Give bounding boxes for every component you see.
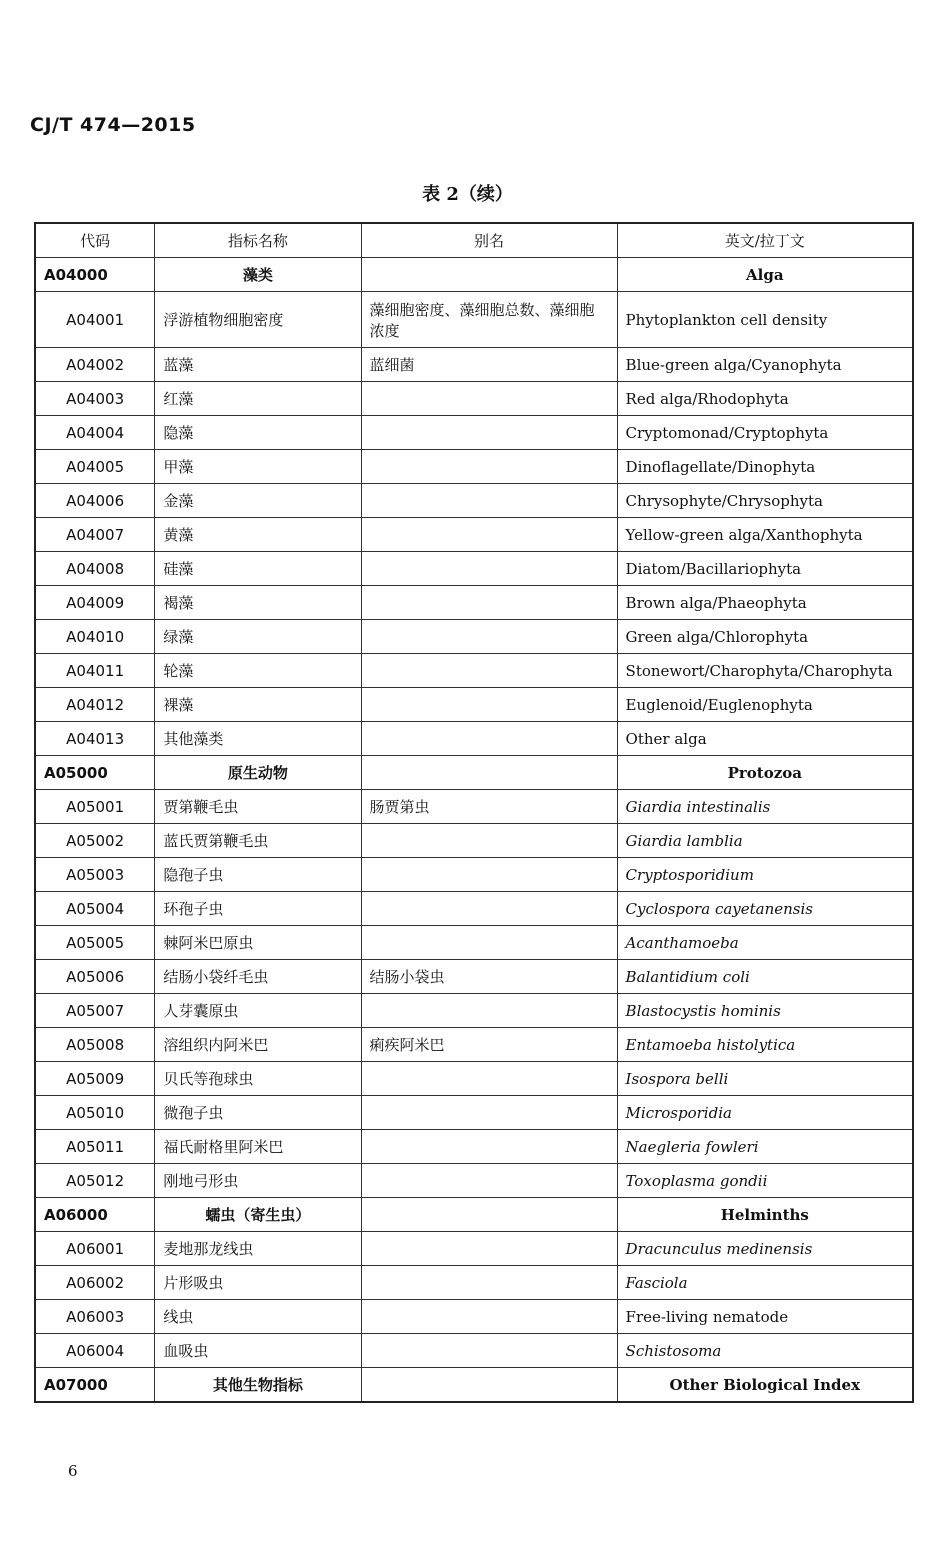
name-cell: 金藻 (155, 484, 361, 518)
code-cell: A06000 (35, 1198, 155, 1232)
code-cell: A04005 (35, 450, 155, 484)
table-row (35, 654, 913, 688)
alias-cell (361, 722, 617, 756)
name-cell: 甲藻 (155, 450, 361, 484)
table-group-row (35, 1368, 913, 1403)
table-row (35, 292, 913, 348)
page-number: 6 (68, 1462, 78, 1480)
name-cell: 刚地弓形虫 (155, 1164, 361, 1198)
name-cell: 血吸虫 (155, 1334, 361, 1368)
table-body (35, 258, 913, 1403)
code-cell: A05000 (35, 756, 155, 790)
alias-cell (361, 994, 617, 1028)
latin-cell: Giardia intestinalis (617, 790, 913, 824)
latin-cell: Green alga/Chlorophyta (617, 620, 913, 654)
name-cell: 蠕虫（寄生虫） (155, 1198, 361, 1232)
latin-cell: Protozoa (617, 756, 913, 790)
latin-cell: Other Biological Index (617, 1368, 913, 1403)
latin-cell: Red alga/Rhodophyta (617, 382, 913, 416)
alias-cell (361, 484, 617, 518)
alias-cell (361, 1096, 617, 1130)
column-header-code: 代码 (35, 223, 155, 258)
column-header-latin: 英文/拉丁文 (617, 223, 913, 258)
code-cell: A06004 (35, 1334, 155, 1368)
name-cell: 线虫 (155, 1300, 361, 1334)
table-row (35, 688, 913, 722)
latin-cell: Cryptosporidium (617, 858, 913, 892)
code-cell: A05012 (35, 1164, 155, 1198)
code-cell: A04004 (35, 416, 155, 450)
name-cell: 黄藻 (155, 518, 361, 552)
latin-cell: Schistosoma (617, 1334, 913, 1368)
latin-cell: Phytoplankton cell density (617, 292, 913, 348)
table-row (35, 1096, 913, 1130)
table-row (35, 790, 913, 824)
name-cell: 福氏耐格里阿米巴 (155, 1130, 361, 1164)
name-cell: 溶组织内阿米巴 (155, 1028, 361, 1062)
column-header-name: 指标名称 (155, 223, 361, 258)
latin-cell: Helminths (617, 1198, 913, 1232)
table-row (35, 586, 913, 620)
name-cell: 其他生物指标 (155, 1368, 361, 1403)
code-cell: A05003 (35, 858, 155, 892)
alias-cell (361, 1232, 617, 1266)
table-row (35, 824, 913, 858)
code-cell: A05005 (35, 926, 155, 960)
latin-cell: Stonewort/Charophyta/Charophyta (617, 654, 913, 688)
latin-cell: Yellow-green alga/Xanthophyta (617, 518, 913, 552)
alias-cell: 藻细胞密度、藻细胞总数、藻细胞浓度 (361, 292, 617, 348)
table-row (35, 382, 913, 416)
latin-cell: Blue-green alga/Cyanophyta (617, 348, 913, 382)
name-cell: 麦地那龙线虫 (155, 1232, 361, 1266)
code-cell: A04000 (35, 258, 155, 292)
latin-cell: Microsporidia (617, 1096, 913, 1130)
indicator-code-table (34, 222, 914, 1403)
table-row (35, 892, 913, 926)
alias-cell (361, 824, 617, 858)
alias-cell (361, 1334, 617, 1368)
code-cell: A04011 (35, 654, 155, 688)
name-cell: 贾第鞭毛虫 (155, 790, 361, 824)
code-cell: A05006 (35, 960, 155, 994)
code-cell: A04006 (35, 484, 155, 518)
table-row (35, 926, 913, 960)
table-row (35, 960, 913, 994)
latin-cell: Giardia lamblia (617, 824, 913, 858)
code-cell: A04002 (35, 348, 155, 382)
code-cell: A05009 (35, 1062, 155, 1096)
latin-cell: Alga (617, 258, 913, 292)
table-row (35, 552, 913, 586)
name-cell: 其他藻类 (155, 722, 361, 756)
alias-cell: 痢疾阿米巴 (361, 1028, 617, 1062)
latin-cell: Toxoplasma gondii (617, 1164, 913, 1198)
alias-cell (361, 258, 617, 292)
code-cell: A05011 (35, 1130, 155, 1164)
code-cell: A05001 (35, 790, 155, 824)
table-row (35, 994, 913, 1028)
alias-cell (361, 416, 617, 450)
name-cell: 红藻 (155, 382, 361, 416)
code-cell: A04003 (35, 382, 155, 416)
latin-cell: Cryptomonad/Cryptophyta (617, 416, 913, 450)
latin-cell: Euglenoid/Euglenophyta (617, 688, 913, 722)
table-row (35, 416, 913, 450)
alias-cell (361, 1130, 617, 1164)
alias-cell (361, 450, 617, 484)
table-row (35, 1062, 913, 1096)
alias-cell: 肠贾第虫 (361, 790, 617, 824)
name-cell: 人芽囊原虫 (155, 994, 361, 1028)
name-cell: 环孢子虫 (155, 892, 361, 926)
code-cell: A05004 (35, 892, 155, 926)
table-row (35, 722, 913, 756)
alias-cell (361, 586, 617, 620)
alias-cell (361, 1266, 617, 1300)
table-row (35, 1028, 913, 1062)
alias-cell (361, 518, 617, 552)
table-row (35, 620, 913, 654)
table-group-row (35, 258, 913, 292)
code-cell: A04012 (35, 688, 155, 722)
alias-cell (361, 382, 617, 416)
alias-cell: 蓝细菌 (361, 348, 617, 382)
code-cell: A04008 (35, 552, 155, 586)
alias-cell (361, 1164, 617, 1198)
name-cell: 绿藻 (155, 620, 361, 654)
table-group-row (35, 1198, 913, 1232)
code-cell: A04010 (35, 620, 155, 654)
table-row (35, 1130, 913, 1164)
alias-cell (361, 926, 617, 960)
name-cell: 片形吸虫 (155, 1266, 361, 1300)
latin-cell: Balantidium coli (617, 960, 913, 994)
latin-cell: Brown alga/Phaeophyta (617, 586, 913, 620)
table-row (35, 1232, 913, 1266)
name-cell: 藻类 (155, 258, 361, 292)
table-row (35, 1334, 913, 1368)
code-cell: A07000 (35, 1368, 155, 1403)
code-cell: A05002 (35, 824, 155, 858)
name-cell: 裸藻 (155, 688, 361, 722)
table-row (35, 1164, 913, 1198)
table-title: 表 2（续） (422, 184, 513, 205)
latin-cell: Isospora belli (617, 1062, 913, 1096)
table-row (35, 518, 913, 552)
alias-cell (361, 1198, 617, 1232)
name-cell: 原生动物 (155, 756, 361, 790)
table-header-row (35, 223, 913, 258)
name-cell: 棘阿米巴原虫 (155, 926, 361, 960)
latin-cell: Dracunculus medinensis (617, 1232, 913, 1266)
table-group-row (35, 756, 913, 790)
latin-cell: Chrysophyte/Chrysophyta (617, 484, 913, 518)
latin-cell: Entamoeba histolytica (617, 1028, 913, 1062)
table-row (35, 858, 913, 892)
latin-cell: Other alga (617, 722, 913, 756)
alias-cell (361, 552, 617, 586)
code-cell: A06003 (35, 1300, 155, 1334)
alias-cell (361, 858, 617, 892)
code-cell: A04007 (35, 518, 155, 552)
alias-cell (361, 1368, 617, 1403)
table-row (35, 1266, 913, 1300)
name-cell: 蓝氏贾第鞭毛虫 (155, 824, 361, 858)
alias-cell (361, 1062, 617, 1096)
code-cell: A06002 (35, 1266, 155, 1300)
table-row (35, 348, 913, 382)
name-cell: 硅藻 (155, 552, 361, 586)
code-cell: A06001 (35, 1232, 155, 1266)
code-cell: A05010 (35, 1096, 155, 1130)
latin-cell: Dinoflagellate/Dinophyta (617, 450, 913, 484)
standard-code-header: CJ/T 474—2015 (30, 114, 196, 136)
column-header-alias: 别名 (361, 223, 617, 258)
name-cell: 贝氏等孢球虫 (155, 1062, 361, 1096)
name-cell: 褐藻 (155, 586, 361, 620)
latin-cell: Fasciola (617, 1266, 913, 1300)
alias-cell (361, 654, 617, 688)
name-cell: 蓝藻 (155, 348, 361, 382)
alias-cell (361, 756, 617, 790)
latin-cell: Blastocystis hominis (617, 994, 913, 1028)
code-cell: A04001 (35, 292, 155, 348)
latin-cell: Naegleria fowleri (617, 1130, 913, 1164)
alias-cell: 结肠小袋虫 (361, 960, 617, 994)
table-row (35, 450, 913, 484)
code-cell: A04013 (35, 722, 155, 756)
name-cell: 隐藻 (155, 416, 361, 450)
table-row (35, 1300, 913, 1334)
code-cell: A05008 (35, 1028, 155, 1062)
latin-cell: Free-living nematode (617, 1300, 913, 1334)
latin-cell: Cyclospora cayetanensis (617, 892, 913, 926)
alias-cell (361, 1300, 617, 1334)
alias-cell (361, 620, 617, 654)
latin-cell: Diatom/Bacillariophyta (617, 552, 913, 586)
name-cell: 轮藻 (155, 654, 361, 688)
alias-cell (361, 688, 617, 722)
table-row (35, 484, 913, 518)
code-cell: A04009 (35, 586, 155, 620)
name-cell: 隐孢子虫 (155, 858, 361, 892)
alias-cell (361, 892, 617, 926)
name-cell: 微孢子虫 (155, 1096, 361, 1130)
name-cell: 浮游植物细胞密度 (155, 292, 361, 348)
code-cell: A05007 (35, 994, 155, 1028)
name-cell: 结肠小袋纤毛虫 (155, 960, 361, 994)
latin-cell: Acanthamoeba (617, 926, 913, 960)
